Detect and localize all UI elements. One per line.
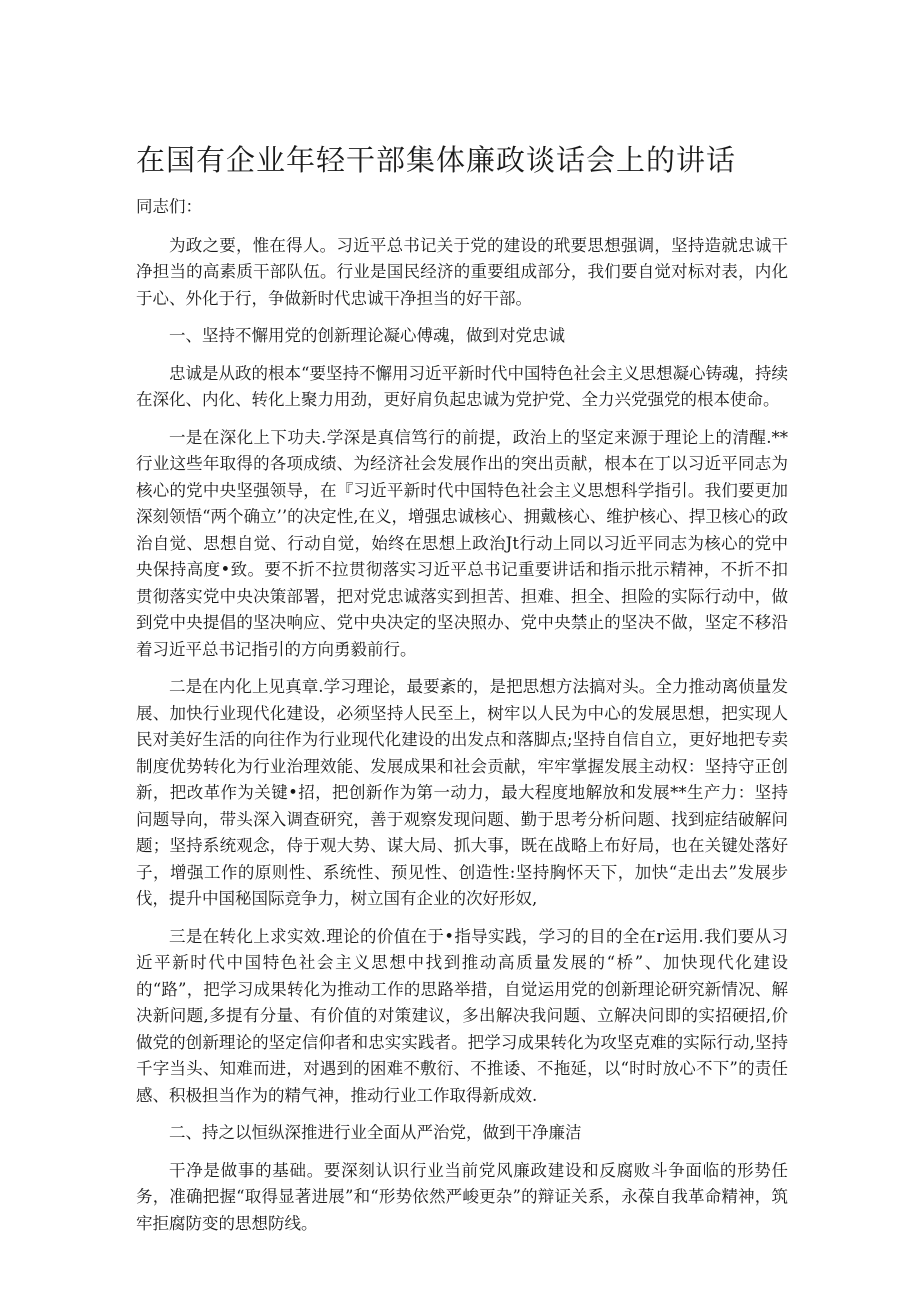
document-title: 在国有企业年轻干部集体廉政谈话会上的讲话: [136, 143, 737, 177]
document-body: [136, 194, 788, 1248]
salutation: 同志们：: [136, 197, 202, 216]
paragraph-deepen: 一是在深化上下功夫.学深是真信笃行的前提，政治上的坚定来源于理论上的清醒.**行业这些年取得的各项成绩、为经济社会发展作出的突出贡献，根本在丁以习近平同志为核心的党中央坚强领导，在『习近平新时代中国特色社会主义思想科学指引。我们要更加深刻领悟“两个确立’’的决定性,在义，增强忠诚核心、拥戴核心、维护核心、捍卫核心的政治自觉、思想自觉、行动自觉，始终在思想上政治Jt行动上同以习近平同志为核心的党中央保持高度•致。要不折不拉贯彻落实习近平总书记重要讲话和指示批示精神，不折不扣贯彻落实党中央决策部署，把对党忠诚落实到担苦、担难、担全、担险的实际行动中，做到党中央提倡的坚决响应、党中央决定的坚决照办、党中央禁止的坚决不做，坚定不移沿着习近平总书记指引的方向勇毅前行。: [136, 427, 788, 659]
section-heading-1: 一、坚持不懈用党的创新理论凝心傅魂，做到对党忠诚: [169, 326, 565, 345]
paragraph-loyalty: 忠诚是从政的根本“要坚持不懈用习近平新时代中国特色社会主义思想凝心铸魂，持续在深化、内化、转化上聚力用劲，更好肩负起忠诚为党护党、全力兴党强党的根本使命。: [136, 363, 788, 409]
paragraph-transform: 三是在转化上求实效.理论的价值在于•指导实践，学习的目的全在r运用.我们要从习近平新时代中国特色社会主义思想中找到推动高质量发展的“桥”、加快现代化建设的“路”，把学习成果转化为推动工作的思路举措，自觉运用党的创新理论研究新情况、解决新问题,多提有分量、有价值的对策建议，多出解决我问题、立解决问即的实招硬招,价做党的创新理论的坚定信仰者和忠实实践者。把学习成果转化为攻坚克难的实际行动,坚持千字当头、知难而进，对遇到的困难不敷衍、不推诿、不拖延，以“时时放心不下”的责任感、积极担当作为的精气神，推动行业工作取得新成效.: [136, 926, 788, 1105]
paragraph-internalize: 二是在内化上见真章.学习理论，最要紊的，是把思想方法搞对头。全力推动离侦量发展、加快行业现代化建设，必须坚持人民至上，树牢以人民为中心的发展思想，把实现人民对美好生活的向往作为行业现代化建设的出发点和落脚点;坚持自信自立，更好地把专卖制度优势转化为行业治理效能、发展成果和社会贡献，牢牢掌握发展主动权：坚持守正创新，把改革作为关键•招，把创新作为第一动力，最大程度地解放和发展**生产力：坚持问题导向，带头深入调查研究，善于观察发现问题、勤于思考分析问题、找到症结破解问题；坚持系统观念，侍于观大势、谋大局、抓大事，既在战略上布好局，也在关键处落好子，增强工作的原则性、系统性、预见性、创造性:坚持胸怀天下，加快“走出去”发展步伐，提升中国秘国际竞争力，树立国有企业的次好形奴,: [136, 677, 788, 908]
paragraph-clean: 干净是做事的基础。要深刻认识行业当前党风廉政建设和反腐败斗争面临的形势任务，准确把握“取得显著进展”和“形势依然严峻更杂”的辩证关系，永葆自我革命精神，筑牢拒腐防变的思想防线。: [136, 1160, 788, 1233]
paragraph-intro: 为政之要，惟在得人。习近平总书记关于党的建设的玳要思想强调，坚持造就忠诚干净担当的高素质干部队伍。行业是国民经济的重要组成部分，我们要自觉对标对表，内化于心、外化于行，争做新时代忠诚干净担当的好干部。: [136, 235, 788, 308]
section-heading-2: 二、持之以恒纵深推进行业全面从严治党，做到干净廉洁: [169, 1123, 582, 1142]
